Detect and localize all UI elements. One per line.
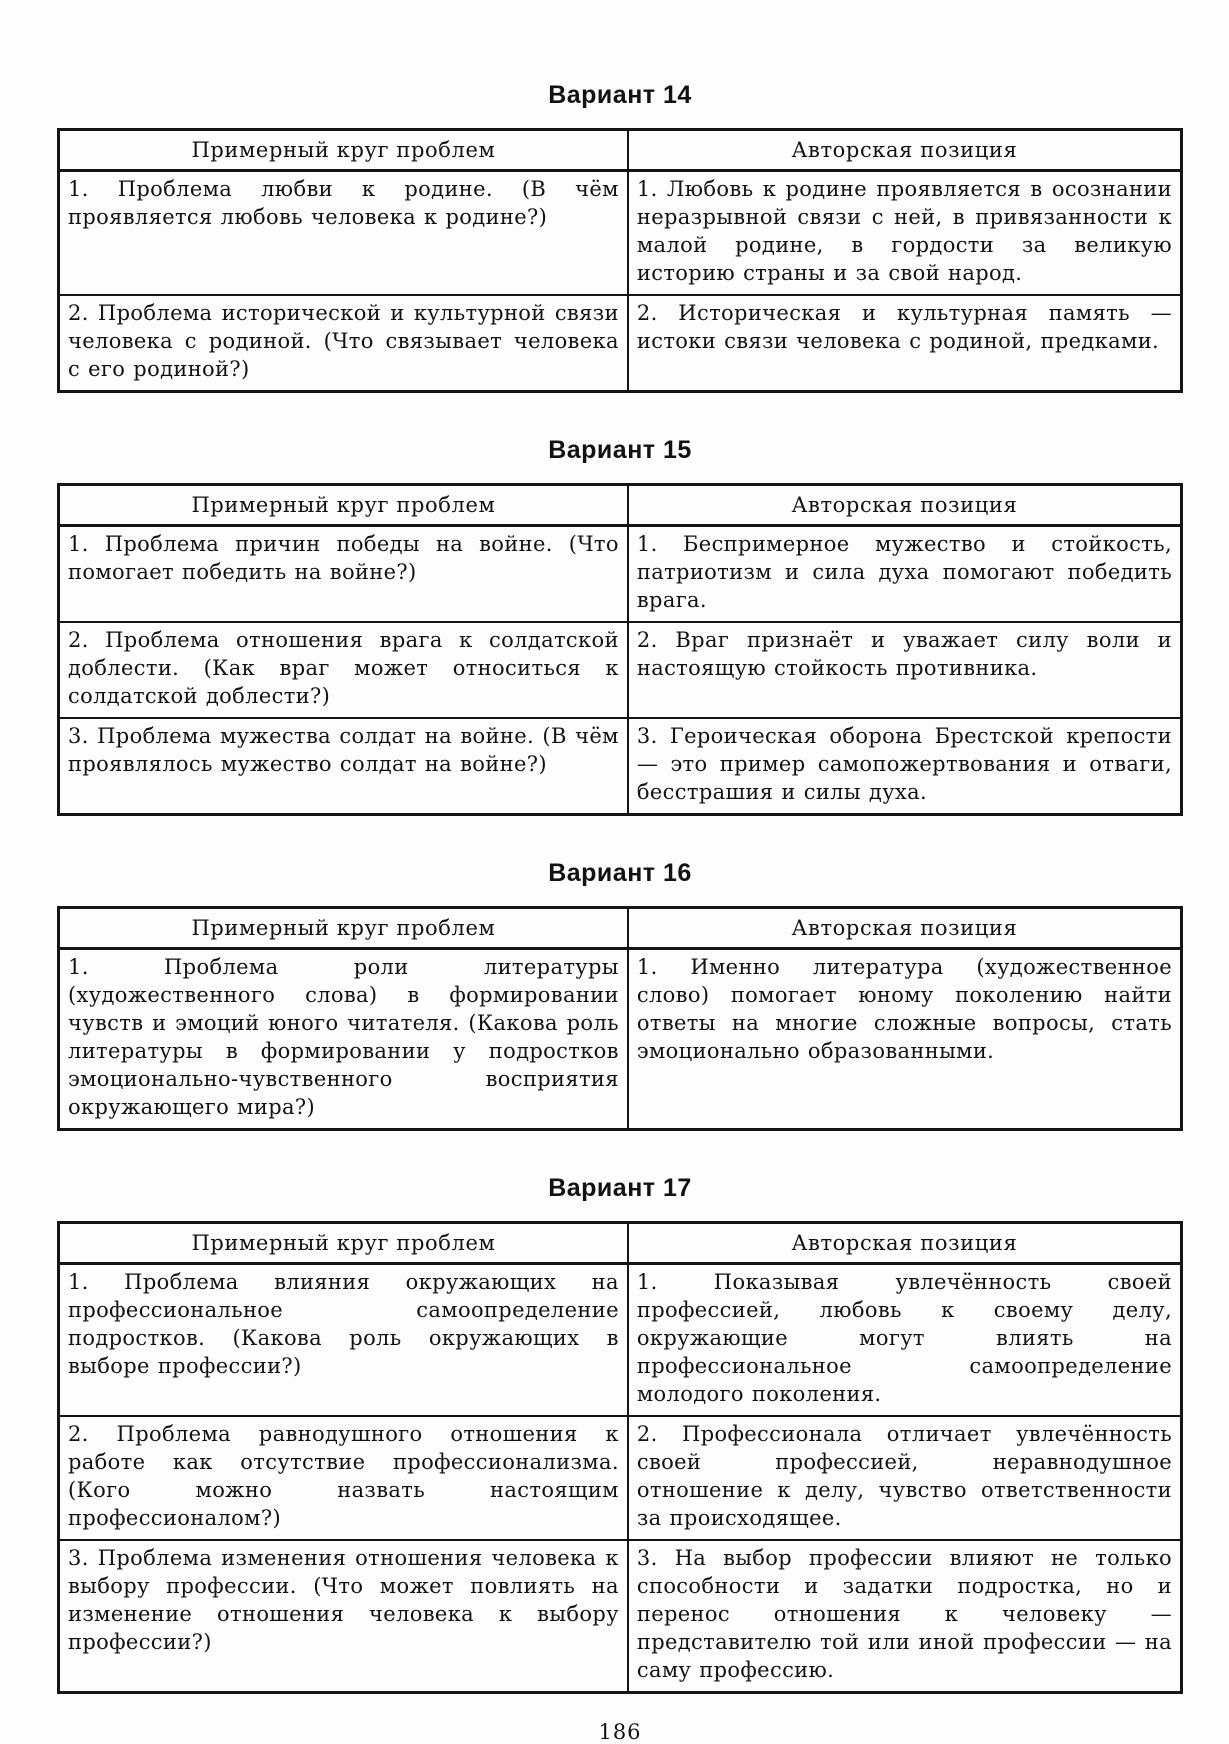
author-position-cell: 1. Показывая увлечённость своей профессией, любовь к своему делу, окружающие могут влиять на профессиональное самоопределение молодого поколения. [628,1264,1182,1417]
table-row [59,622,1182,718]
table-row [59,295,1182,392]
header-row [59,1223,1182,1264]
problem-cell: 3. Проблема изменения отношения человека к выбору профессии. (Что может повлиять на изменение отношения человека к выбору профессии?) [59,1540,628,1693]
table-row [59,718,1182,815]
problem-cell: 1. Проблема причин победы на войне. (Что помогает победить на войне?) [59,526,628,623]
page-number: 186 [598,1720,642,1744]
table-row [59,1416,1182,1540]
header-row [59,485,1182,526]
author-position-cell: 1. Именно литература (художественное слово) помогает юному поколению найти ответы на многие сложные вопросы, стать эмоционально образованными. [628,949,1182,1130]
problem-cell: 3. Проблема мужества солдат на войне. (В чём проявлялось мужество солдат на войне?) [59,718,628,815]
header-row [59,130,1182,171]
variant-title: Вариант 16 [548,859,692,887]
column-header-problems: Примерный круг проблем [59,130,628,171]
table-row [59,949,1182,1130]
column-header-author-position: Авторская позиция [628,485,1182,526]
problems-table [57,483,1183,816]
header-row [59,908,1182,949]
problem-cell: 2. Проблема исторической и культурной связи человека с родиной. (Что связывает человека с его родиной?) [59,295,628,392]
table-row [59,526,1182,623]
column-header-author-position: Авторская позиция [628,1223,1182,1264]
column-header-problems: Примерный круг проблем [59,485,628,526]
variant-title: Вариант 17 [548,1174,692,1202]
author-position-cell: 3. На выбор профессии влияют не только способности и задатки подростка, но и перенос отношения к человеку — представителю той или иной профессии — на саму профессию. [628,1540,1182,1693]
problems-table [57,128,1183,393]
problem-cell: 1. Проблема любви к родине. (В чём проявляется любовь человека к родине?) [59,171,628,296]
column-header-author-position: Авторская позиция [628,908,1182,949]
variant-title: Вариант 15 [548,436,692,464]
variant-section-16 [57,860,1183,1131]
column-header-author-position: Авторская позиция [628,130,1182,171]
variant-section-17 [57,1175,1183,1694]
problem-cell: 1. Проблема влияния окружающих на профессиональное самоопределение подростков. (Какова роль окружающих в выборе профессии?) [59,1264,628,1417]
author-position-cell: 3. Героическая оборона Брестской крепости — это пример самопожертвования и отваги, бесстрашия и силы духа. [628,718,1182,815]
problems-table [57,1221,1183,1694]
table-row [59,1540,1182,1693]
problems-table [57,906,1183,1131]
variant-title: Вариант 14 [548,81,692,109]
problem-cell: 1. Проблема роли литературы (художественного слова) в формировании чувств и эмоций юного читателя. (Какова роль литературы в формировании у подростков эмоционально-чувственного восприятия окружающего мира?) [59,949,628,1130]
variant-section-14 [57,82,1183,393]
column-header-problems: Примерный круг проблем [59,1223,628,1264]
author-position-cell: 2. Враг признаёт и уважает силу воли и настоящую стойкость противника. [628,622,1182,718]
author-position-cell: 2. Историческая и культурная память — истоки связи человека с родиной, предками. [628,295,1182,392]
author-position-cell: 1. Беспримерное мужество и стойкость, патриотизм и сила духа помогают победить врага. [628,526,1182,623]
author-position-cell: 1. Любовь к родине проявляется в осознании неразрывной связи с ней, в привязанности к малой родине, в гордости за великую историю страны и за свой народ. [628,171,1182,296]
author-position-cell: 2. Профессионала отличает увлечённость своей профессией, неравнодушное отношение к делу, чувство ответственности за происходящее. [628,1416,1182,1540]
column-header-problems: Примерный круг проблем [59,908,628,949]
variant-section-15 [57,437,1183,816]
table-row [59,1264,1182,1417]
problem-cell: 2. Проблема равнодушного отношения к работе как отсутствие профессионализма. (Кого можно назвать настоящим профессионалом?) [59,1416,628,1540]
table-row [59,171,1182,296]
problem-cell: 2. Проблема отношения врага к солдатской доблести. (Как враг может относиться к солдатской доблести?) [59,622,628,718]
